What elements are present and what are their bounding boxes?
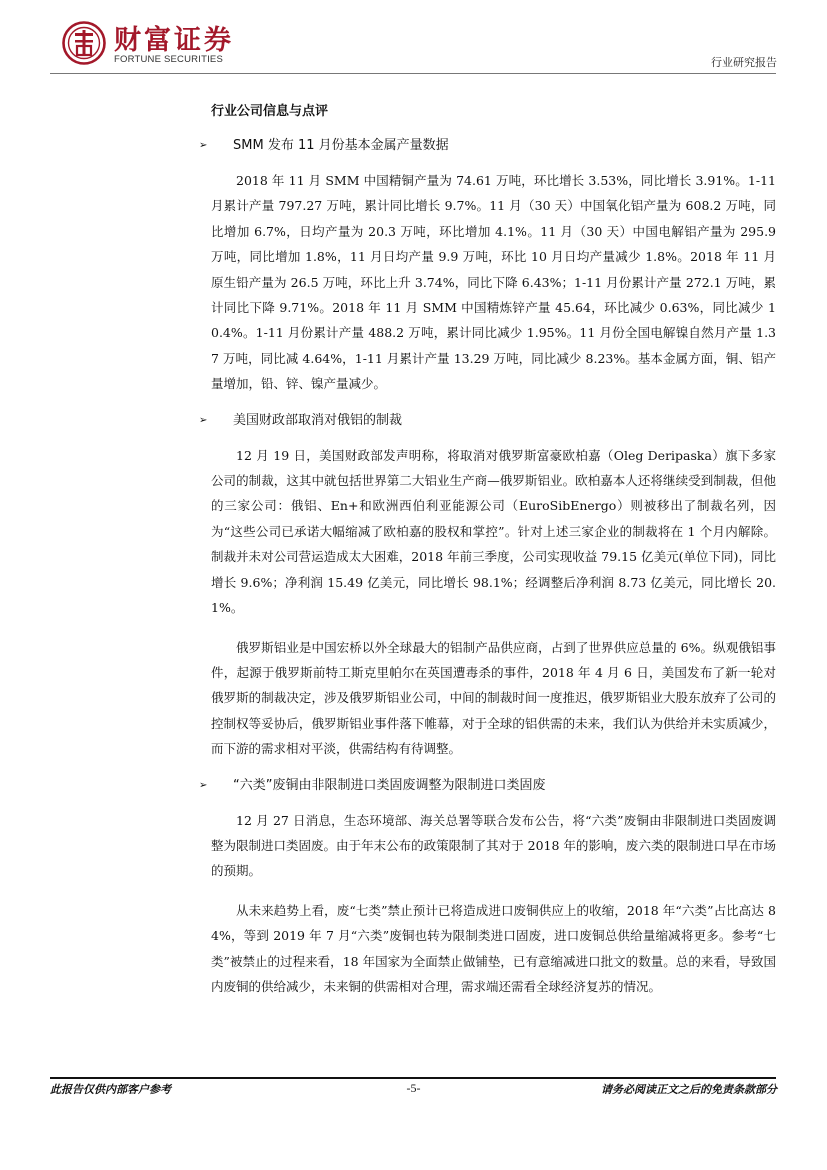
- footer-disclaimer-right: 请务必阅读正文之后的免责条款部分: [601, 1083, 777, 1096]
- bullet-heading-text: SMM 发布 11 月份基本金属产量数据: [233, 138, 449, 153]
- paragraph: 12 月 27 日消息，生态环境部、海关总署等联合发布公告，将“六类”废铜由非限制进口类固废调整为限制进口类固废。由于年末公布的政策限制了其对于 2018 年的影响，废六类的限制进口早在市场的预期。: [211, 812, 776, 879]
- bullet-heading-sanctions: [199, 411, 776, 431]
- bullet-heading-smm: [199, 136, 776, 156]
- footer-divider: [50, 1077, 776, 1079]
- brand-name-cn: 财富证券: [114, 25, 234, 56]
- bullet-heading-scrap-copper: [199, 776, 776, 796]
- brand-name-en: FORTUNE SECURITIES: [114, 54, 223, 65]
- arrow-bullet-icon: ➢: [199, 779, 208, 791]
- fortune-seal-logo-icon: [62, 21, 106, 65]
- paragraph: 从未来趋势上看，废“七类”禁止预计已将造成进口废铜供应上的收缩，2018 年“六类”占比高达 84%，等到 2019 年 7 月“六类”废铜也转为限制类进口固废，进口废铜总供给量缩减将更多。参考“七类”被禁止的过程来看，18 年国家为全面禁止做铺垫，已有意缩减进口批文的数量。总的来看，导致国内废铜的供给减少，未来铜的供需相对合理，需求端还需看全球经济复苏的情况。: [211, 902, 776, 994]
- header-divider: [50, 73, 776, 74]
- report-body: [199, 102, 776, 1013]
- page-header: [0, 0, 827, 80]
- bullet-heading-text: “六类”废铜由非限制进口类固废调整为限制进口类固废: [233, 777, 546, 793]
- paragraph: 12 月 19 日，美国财政部发声明称，将取消对俄罗斯富豪欧柏嘉（Oleg Deripaska）旗下多家公司的制裁，这其中就包括世界第二大铝业生产商—俄罗斯铝业。欧柏嘉本人还将继续受到制裁，但他的三家公司：俄铝、En+和欧洲西伯利亚能源公司（EuroSibEnergo）则被移出了制裁名列，因为“这些公司已承诺大幅缩减了欧柏嘉的股权和掌控”。针对上述三家企业的制裁将在 1 个月内解除。制裁并未对公司营运造成太大困难，2018 年前三季度，公司实现收益 79.15 亿美元(单位下同)，同比增长 9.6%；净利润 15.49 亿美元，同比增长 98.1%；经调整后净利润 8.73 亿美元，同比增长 20.1%。: [211, 447, 776, 616]
- section-title: 行业公司信息与点评: [211, 104, 329, 119]
- arrow-bullet-icon: ➢: [199, 140, 208, 151]
- arrow-bullet-icon: ➢: [199, 414, 208, 426]
- report-type-label: 行业研究报告: [711, 56, 777, 69]
- paragraph: 2018 年 11 月 SMM 中国精铜产量为 74.61 万吨，环比增长 3.53%，同比增长 3.91%。1-11 月累计产量 797.27 万吨，累计同比增长 9.7%。11 月（30 天）中国氧化铝产量为 608.2 万吨，同比增加 6.7%，日均产量为 20.3 万吨，环比增加 4.1%。11 月（30 天）中国电解铝产量为 295.9 万吨，同比增加 1.8%，11 月日均产量 9.9 万吨，环比 10 月日均产量减少 1.8%。2018 年 11 月原生铅产量为 26.5 万吨，环比上升 3.74%，同比下降 6.43%；1-11 月份累计产量 272.1 万吨，累计同比下降 9.71%。2018 年 11 月 SMM 中国精炼锌产量 45.64，环比减少 0.63%，同比减少 10.4%。1-11 月份累计产量 488.2 万吨，累计同比减少 1.95%。11 月份全国电解镍自然月产量 1.37 万吨，同比减 4.64%，1-11 月累计产量 13.29 万吨，同比减少 8.23%。基本金属方面，铜、铝产量增加，铅、锌、镍产量减少。: [211, 173, 776, 392]
- bullet-heading-text: 美国财政部取消对俄铝的制裁: [233, 412, 403, 428]
- page-number: -5-: [406, 1081, 421, 1095]
- paragraph: 俄罗斯铝业是中国宏桥以外全球最大的铝制产品供应商，占到了世界供应总量的 6%。纵观俄铝事件，起源于俄罗斯前特工斯克里帕尔在英国遭毒杀的事件，2018 年 4 月 6 日，美国发布了新一轮对俄罗斯的制裁决定，涉及俄罗斯铝业公司，中间的制裁时间一度推迟，俄罗斯铝业大股东放弃了公司的控制权等妥协后，俄罗斯铝业事件落下帷幕，对于全球的铝供需的未来，我们认为供给并未实质减少，而下游的需求相对平淡，供需结构有待调整。: [211, 639, 776, 757]
- footer-disclaimer-left: 此报告仅供内部客户参考: [50, 1083, 171, 1096]
